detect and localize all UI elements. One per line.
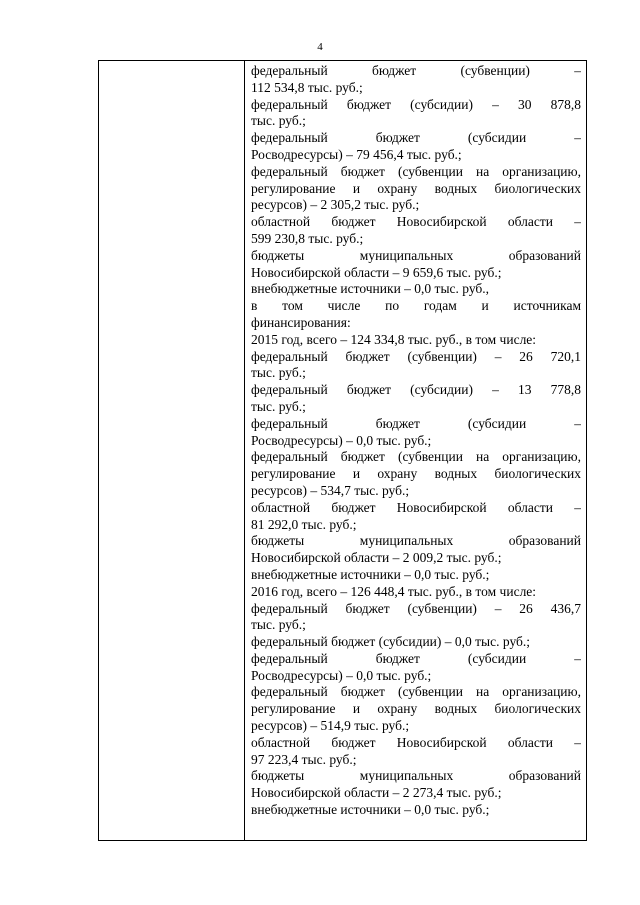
text-line: Росводресурсы) – 0,0 тыс. руб.;: [251, 432, 432, 448]
text-line: внебюджетные источники – 0,0 тыс. руб.;: [251, 566, 490, 582]
text-line: тыс. руб.;: [251, 617, 306, 633]
text-line: внебюджетные источники – 0,0 тыс. руб.;: [251, 802, 490, 818]
text-line: федеральный бюджет (субвенции) – 26 720,1: [251, 348, 581, 364]
text-line: федеральный бюджет (субсидии) – 0,0 тыс. руб.;: [251, 634, 531, 650]
text-line: регулирование и охрану водных биологических: [251, 180, 581, 196]
text-line: Росводресурсы) – 79 456,4 тыс. руб.;: [251, 146, 462, 162]
text-line: Росводресурсы) – 0,0 тыс. руб.;: [251, 667, 432, 683]
text-line: областной бюджет Новосибирской области –: [251, 734, 581, 750]
text-line: регулирование и охрану водных биологических: [251, 701, 581, 717]
text-line: 97 223,4 тыс. руб.;: [251, 751, 357, 767]
text-line: финансирования:: [251, 314, 351, 330]
text-line: федеральный бюджет (субвенции на организацию,: [251, 684, 581, 700]
text-line: внебюджетные источники – 0,0 тыс. руб.,: [251, 281, 490, 297]
text-line: федеральный бюджет (субвенции) –: [251, 63, 581, 78]
text-line: тыс. руб.;: [251, 398, 306, 414]
text-line: федеральный бюджет (субсидии –: [251, 415, 581, 431]
text-line: федеральный бюджет (субвенции) – 26 436,7: [251, 600, 581, 616]
text-line: Новосибирской области – 2 009,2 тыс. руб.;: [251, 550, 502, 566]
table-content-cell: [245, 61, 586, 840]
text-line: Новосибирской области – 9 659,6 тыс. руб.;: [251, 264, 502, 280]
text-line: регулирование и охрану водных биологических: [251, 466, 581, 482]
text-line: областной бюджет Новосибирской области –: [251, 499, 581, 515]
text-line: 81 292,0 тыс. руб.;: [251, 516, 357, 532]
text-line: 2015 год, всего – 124 334,8 тыс. руб., в том числе:: [251, 331, 537, 347]
text-line: ресурсов) – 534,7 тыс. руб.;: [251, 482, 410, 498]
text-line: в том числе по годам и источникам: [251, 298, 581, 314]
text-line: бюджеты муниципальных образований: [251, 533, 581, 549]
text-line: тыс. руб.;: [251, 365, 306, 381]
text-line: бюджеты муниципальных образований: [251, 247, 581, 263]
text-line: тыс. руб.;: [251, 113, 306, 129]
text-line: 2016 год, всего – 126 448,4 тыс. руб., в том числе:: [251, 583, 537, 599]
table-label-cell: [99, 61, 245, 840]
text-line: ресурсов) – 514,9 тыс. руб.;: [251, 718, 410, 734]
text-line: федеральный бюджет (субсидии) – 13 778,8: [251, 382, 581, 398]
page-number: 4: [317, 41, 323, 53]
text-line: федеральный бюджет (субвенции на организацию,: [251, 449, 581, 465]
text-line: Новосибирской области – 2 273,4 тыс. руб.;: [251, 785, 502, 801]
text-line: 599 230,8 тыс. руб.;: [251, 230, 364, 246]
financing-table: [98, 60, 587, 841]
text-line: федеральный бюджет (субсидии –: [251, 650, 581, 666]
text-line: федеральный бюджет (субвенции на организацию,: [251, 163, 581, 179]
text-line: федеральный бюджет (субсидии) – 30 878,8: [251, 96, 581, 112]
text-line: бюджеты муниципальных образований: [251, 768, 581, 784]
text-line: 112 534,8 тыс. руб.;: [251, 79, 363, 95]
text-line: федеральный бюджет (субсидии –: [251, 130, 581, 146]
text-line: областной бюджет Новосибирской области –: [251, 214, 581, 230]
text-line: ресурсов) – 2 305,2 тыс. руб.;: [251, 197, 420, 213]
